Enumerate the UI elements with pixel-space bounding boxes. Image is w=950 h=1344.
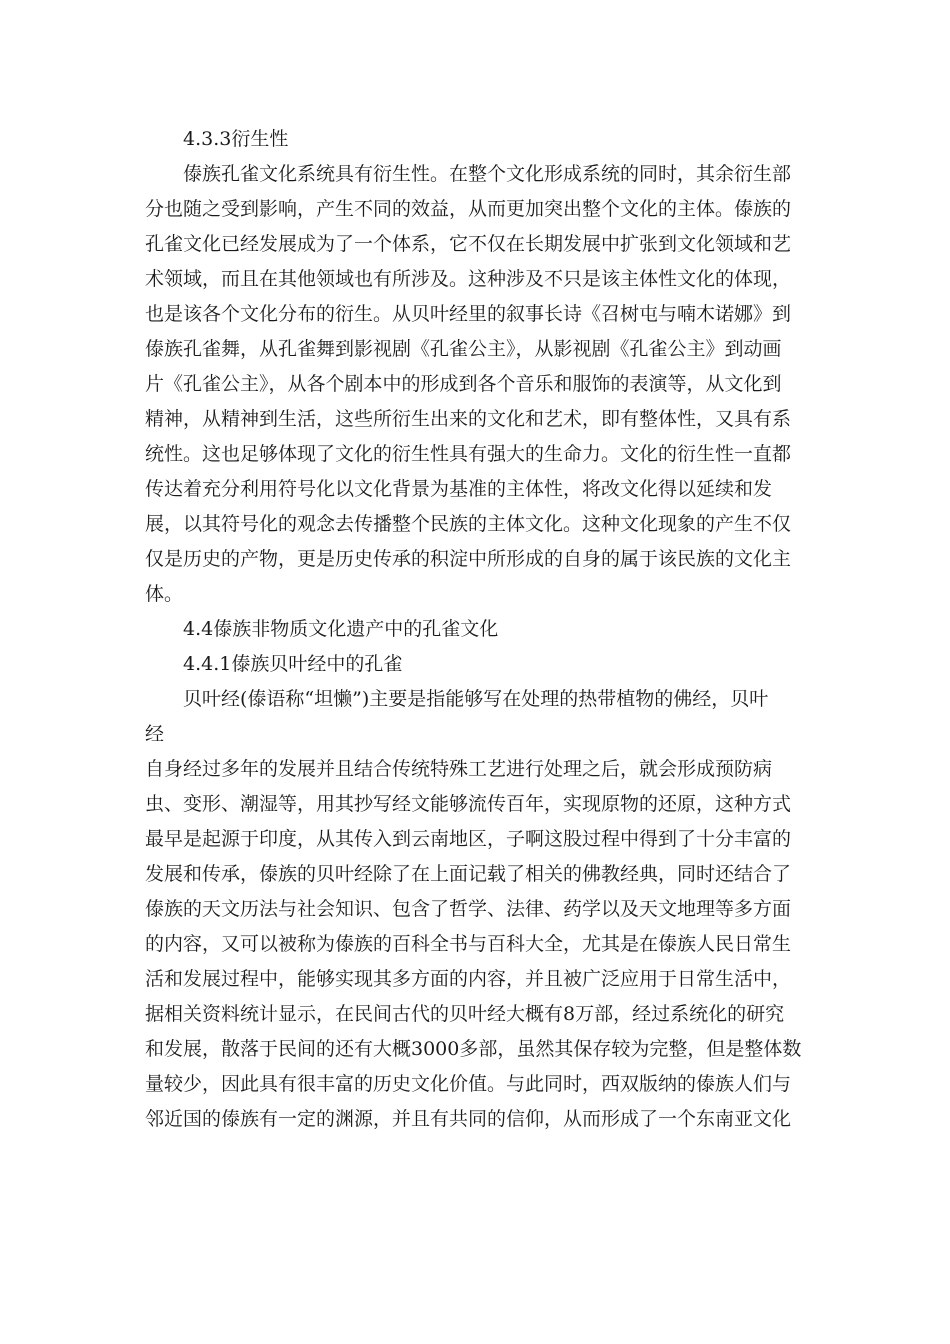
paragraph-line: 精神，从精神到生活，这些所衍生出来的文化和艺术，即有整体性，又具有系 [145, 408, 792, 430]
section-heading-4-3-3: 4.3.3衍生性 [183, 128, 289, 150]
paragraph-line: 的内容，又可以被称为傣族的百科全书与百科大全，尤其是在傣族人民日常生 [145, 933, 792, 955]
paragraph-line: 片《孔雀公主》，从各个剧本中的形成到各个音乐和服饰的表演等，从文化到 [145, 373, 782, 395]
section-heading-4-4-1: 4.4.1傣族贝叶经中的孔雀 [183, 653, 403, 675]
paragraph-line: 术领域，而且在其他领域也有所涉及。这种涉及不只是该主体性文化的体现， [145, 268, 792, 290]
paragraph-line: 分也随之受到影响，产生不同的效益，从而更加突出整个文化的主体。傣族的 [145, 198, 792, 220]
paragraph-line: 傣族的天文历法与社会知识、包含了哲学、法律、药学以及天文地理等多方面 [145, 898, 792, 920]
paragraph-line: 虫、变形、潮湿等，用其抄写经文能够流传百年，实现原物的还原，这种方式 [145, 793, 792, 815]
paragraph-line: 傣族孔雀文化系统具有衍生性。在整个文化形成系统的同时，其余衍生部 [183, 163, 792, 185]
paragraph-line: 自身经过多年的发展并且结合传统特殊工艺进行处理之后，就会形成预防病 [145, 758, 773, 780]
paragraph-line: 仅是历史的产物，更是历史传承的积淀中所形成的自身的属于该民族的文化主 [145, 548, 792, 570]
paragraph-line: 体。 [145, 583, 184, 605]
paragraph-line: 最早是起源于印度，从其传入到云南地区，子啊这股过程中得到了十分丰富的 [145, 828, 792, 850]
section-heading-4-4: 4.4傣族非物质文化遗产中的孔雀文化 [183, 618, 499, 640]
paragraph-line: 活和发展过程中，能够实现其多方面的内容，并且被广泛应用于日常生活中， [145, 968, 792, 990]
paragraph-line: 据相关资料统计显示，在民间古代的贝叶经大概有8万部，经过系统化的研究 [145, 1003, 785, 1025]
paragraph-line: 展，以其符号化的观念去传播整个民族的主体文化。这种文化现象的产生不仅 [145, 513, 792, 535]
paragraph-line: 傣族孔雀舞，从孔雀舞到影视剧《孔雀公主》，从影视剧《孔雀公主》到动画 [145, 338, 782, 360]
paragraph-line: 统性。这也足够体现了文化的衍生性具有强大的生命力。文化的衍生性一直都 [145, 443, 792, 465]
paragraph-line: 邻近国的傣族有一定的渊源，并且有共同的信仰，从而形成了一个东南亚文化 [145, 1108, 792, 1130]
paragraph-line: 量较少，因此具有很丰富的历史文化价值。与此同时，西双版纳的傣族人们与 [145, 1073, 792, 1095]
paragraph-line: 传达着充分利用符号化以文化背景为基准的主体性，将改文化得以延续和发 [145, 478, 773, 500]
paragraph-line: 和发展，散落于民间的还有大概3000多部，虽然其保存较为完整，但是整体数 [145, 1038, 802, 1060]
paragraph-line: 也是该各个文化分布的衍生。从贝叶经里的叙事长诗《召树屯与喃木诺娜》到 [145, 303, 792, 325]
paragraph-line: 孔雀文化已经发展成为了一个体系，它不仅在长期发展中扩张到文化领域和艺 [145, 233, 792, 255]
paragraph-line: 经 [145, 723, 165, 745]
paragraph-line: 发展和传承，傣族的贝叶经除了在上面记载了相关的佛教经典，同时还结合了 [145, 863, 792, 885]
paragraph-line: 贝叶经(傣语称“坦懒”)主要是指能够写在处理的热带植物的佛经，贝叶 [183, 688, 769, 710]
